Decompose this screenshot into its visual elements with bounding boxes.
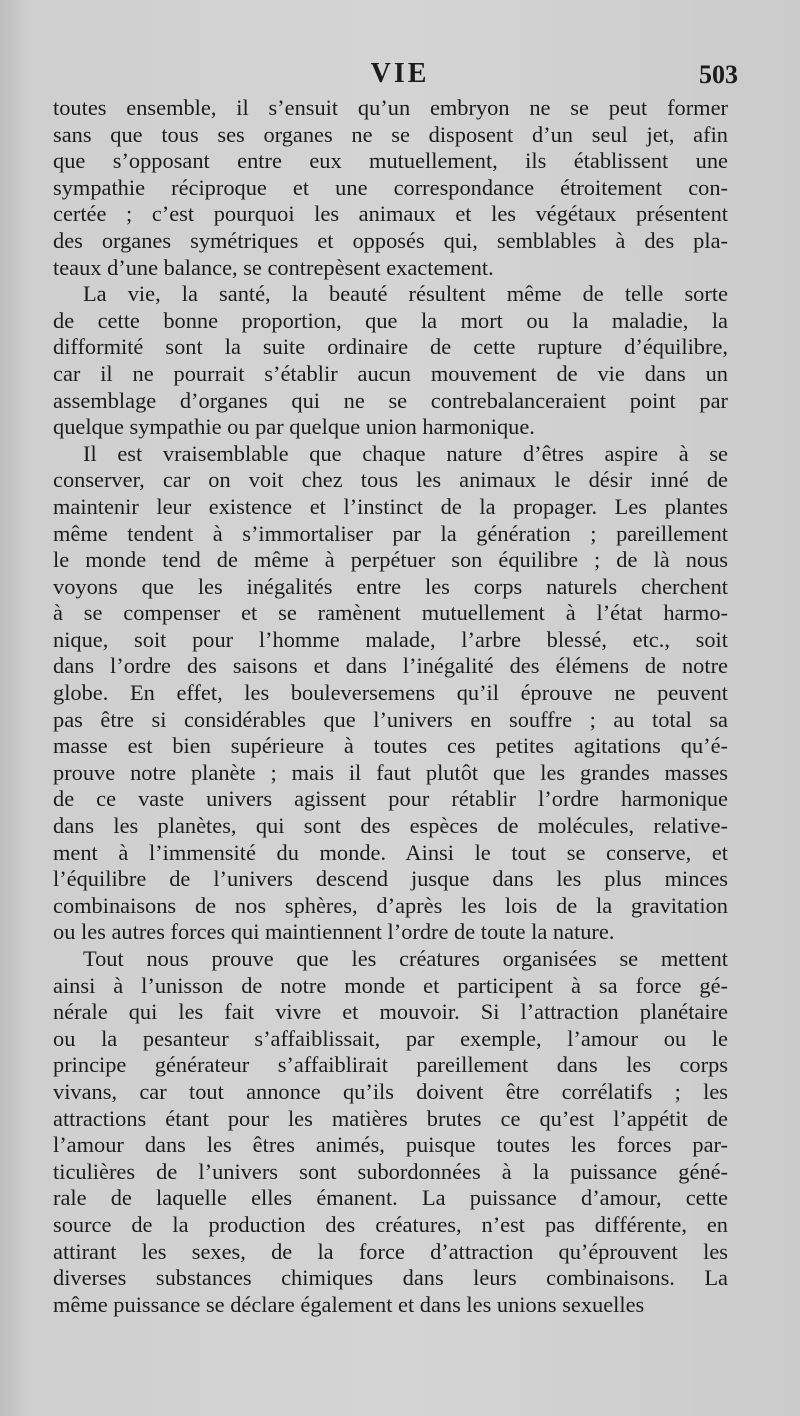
- paragraph: [53, 95, 728, 281]
- text-line: sympathie réciproque et une correspondance étroitement con-: [53, 174, 728, 200]
- text-line: masse est bien supérieure à toutes ces petites agitations qu’é-: [53, 733, 728, 759]
- text-line: prouve notre planète ; mais il faut plutôt que les grandes masses: [53, 759, 728, 785]
- text-line: certée ; c’est pourquoi les animaux et les végétaux présentent: [53, 201, 728, 227]
- running-head: [0, 58, 800, 92]
- text-line: dans l’ordre des saisons et dans l’inégalité des élémens de notre: [53, 653, 728, 679]
- page-number: 503: [699, 60, 738, 89]
- text-line: ou la pesanteur s’affaiblissait, par exemple, l’amour ou le: [53, 1025, 728, 1051]
- text-line: même puissance se déclare également et dans les unions sexuelles: [53, 1291, 645, 1317]
- running-title: VIE: [370, 58, 430, 89]
- text-line: globe. En effet, les bouleversemens qu’il éprouve ne peuvent: [53, 680, 728, 706]
- paragraph: [53, 281, 728, 441]
- text-line: l’équilibre de l’univers descend jusque dans les plus minces: [53, 866, 728, 892]
- text-line: difformité sont la suite ordinaire de cette rupture d’équilibre,: [53, 334, 728, 360]
- text-line: de ce vaste univers agissent pour rétablir l’ordre harmonique: [53, 786, 728, 812]
- text-line: sans que tous ses organes ne se disposent d’un seul jet, afin: [53, 121, 728, 147]
- text-line: combinaisons de nos sphères, d’après les lois de la gravitation: [53, 892, 728, 918]
- text-line: Tout nous prouve que les créatures organisées se mettent: [83, 946, 728, 971]
- text-line: toutes ensemble, il s’ensuit qu’un embryon ne se peut former: [53, 95, 728, 120]
- text-line: des organes symétriques et opposés qui, semblables à des pla-: [53, 227, 728, 253]
- text-line: de cette bonne proportion, que la mort ou la maladie, la: [53, 307, 728, 333]
- text-line: ment à l’immensité du monde. Ainsi le tout se conserve, et: [53, 839, 728, 865]
- text-line: attractions étant pour les matières brutes ce qu’est l’appétit de: [53, 1105, 728, 1131]
- text-line: le monde tend de même à perpétuer son équilibre ; de là nous: [53, 547, 728, 573]
- text-line: attirant les sexes, de la force d’attraction qu’éprouvent les: [53, 1238, 728, 1264]
- text-line: ainsi à l’unisson de notre monde et participent à sa force gé-: [53, 972, 728, 998]
- text-line: principe générateur s’affaiblirait pareillement dans les corps: [53, 1052, 728, 1078]
- paragraph: [53, 441, 728, 946]
- text-line: à se compenser et se ramènent mutuellement à l’état harmo-: [53, 600, 728, 626]
- text-line: rale de laquelle elles émanent. La puissance d’amour, cette: [53, 1185, 728, 1211]
- body-text: [53, 95, 728, 1318]
- text-line: vivans, car tout annonce qu’ils doivent être corrélatifs ; les: [53, 1078, 728, 1104]
- text-line: nique, soit pour l’homme malade, l’arbre blessé, etc., soit: [53, 626, 728, 652]
- text-line: teaux d’une balance, se contrepèsent exactement.: [53, 254, 494, 280]
- text-line: Il est vraisemblable que chaque nature d’êtres aspire à se: [83, 440, 728, 466]
- text-line: ou les autres forces qui maintiennent l’ordre de toute la nature.: [53, 919, 615, 945]
- text-line: source de la production des créatures, n’est pas différente, en: [53, 1211, 728, 1237]
- text-line: conserver, car on voit chez tous les animaux le désir inné de: [53, 467, 728, 493]
- text-line: diverses substances chimiques dans leurs combinaisons. La: [53, 1265, 728, 1291]
- text-line: quelque sympathie ou par quelque union harmonique.: [53, 414, 535, 440]
- text-line: dans les planètes, qui sont des espèces de molécules, relative-: [53, 813, 728, 839]
- text-line: La vie, la santé, la beauté résultent même de telle sorte: [83, 281, 728, 307]
- text-line: voyons que les inégalités entre les corps naturels cherchent: [53, 573, 728, 599]
- text-line: assemblage d’organes qui ne se contrebalanceraient point par: [53, 387, 728, 413]
- text-line: car il ne pourrait s’établir aucun mouvement de vie dans un: [53, 360, 728, 386]
- text-line: l’amour dans les êtres animés, puisque toutes les forces par-: [53, 1132, 728, 1158]
- text-line: maintenir leur existence et l’instinct de la propager. Les plantes: [53, 493, 728, 519]
- text-line: même tendent à s’immortaliser par la génération ; pareillement: [53, 520, 728, 546]
- text-line: nérale qui les fait vivre et mouvoir. Si l’attraction planétaire: [53, 999, 728, 1025]
- text-line: pas être si considérables que l’univers en souffre ; au total sa: [53, 706, 728, 732]
- text-line: que s’opposant entre eux mutuellement, ils établissent une: [53, 148, 728, 174]
- text-line: ticulières de l’univers sont subordonnées à la puissance géné-: [53, 1158, 728, 1184]
- paragraph: [53, 946, 728, 1318]
